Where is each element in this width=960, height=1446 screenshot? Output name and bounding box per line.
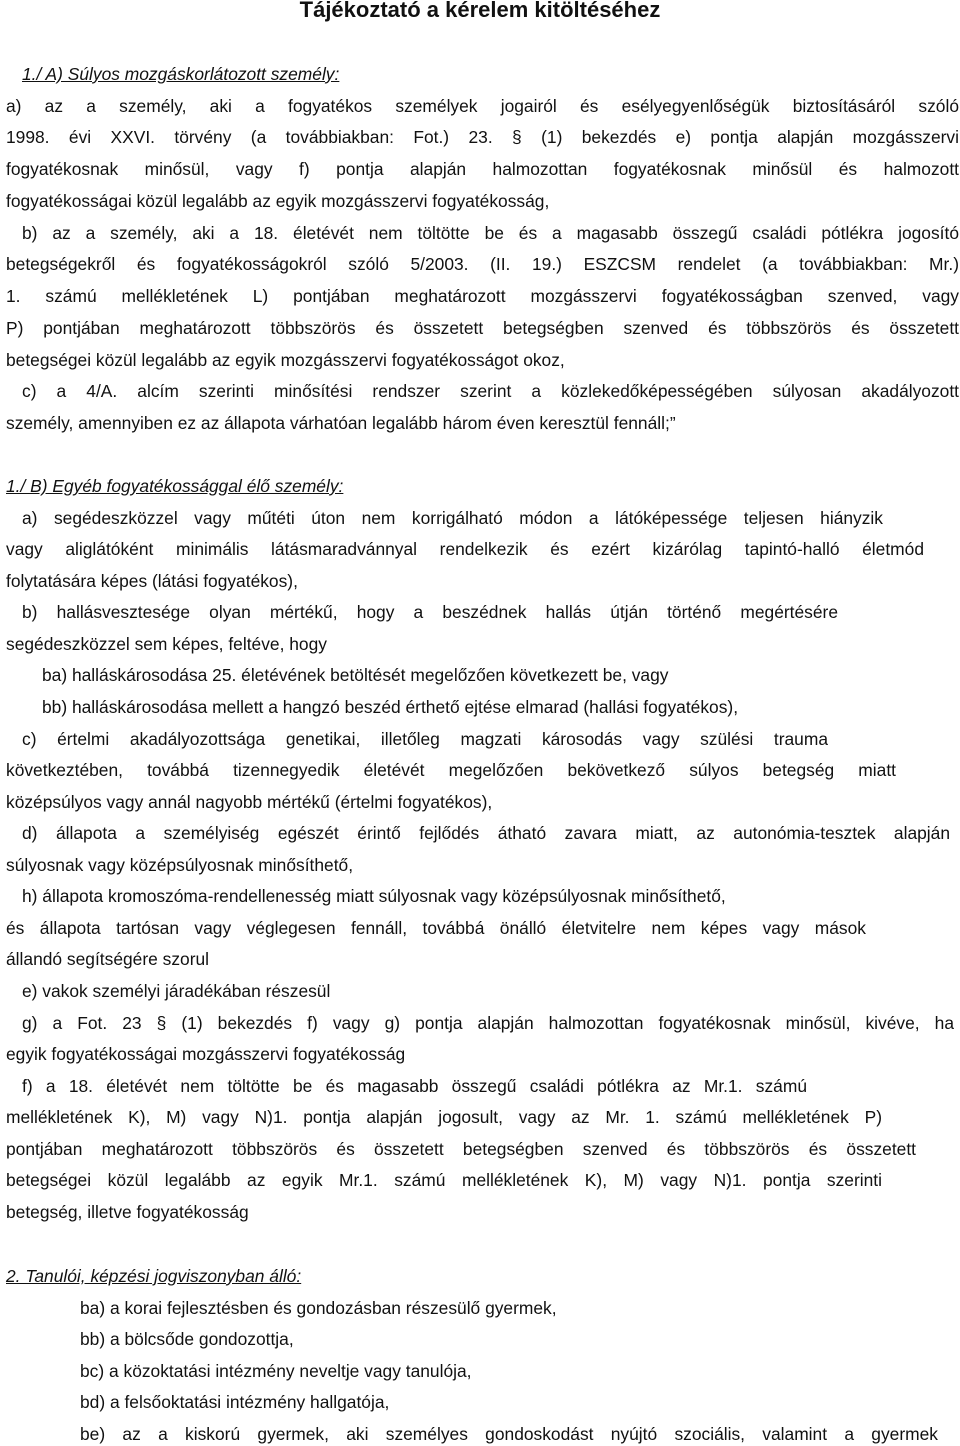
- section-1b-line: folytatására képes (látási fogyatékos),: [6, 571, 298, 591]
- section-1b-line: f) a 18. életévét nem töltötte be és magasabb összegű családi pótlékra az Mr.1. számú: [22, 1076, 807, 1096]
- section-2-heading: 2. Tanulói, képzési jogviszonyban álló:: [6, 1266, 302, 1286]
- section-1b-line: a) segédeszközzel vagy műtéti úton nem korrigálható módon a látóképessége teljesen hiányzik: [22, 508, 883, 528]
- section-1a-line: 1998. évi XXVI. törvény (a továbbiakban: Fot.) 23. § (1) bekezdés e) pontja alapján mozgásszervi: [6, 127, 959, 147]
- section-2-line: bd) a felsőoktatási intézmény hallgatója,: [80, 1392, 390, 1412]
- section-1b-line: pontjában meghatározott többszörös és összetett betegségben szenved és többszörös és összetett: [6, 1139, 916, 1159]
- section-1b-line: segédeszközzel sem képes, feltéve, hogy: [6, 634, 327, 654]
- section-1b-line: h) állapota kromoszóma-rendellenesség miatt súlyosnak vagy középsúlyosnak minősíthető,: [22, 886, 726, 906]
- section-1b-line: ba) halláskárosodása 25. életévének betöltését megelőzően következett be, vagy: [42, 665, 669, 685]
- section-1b-heading: 1./ B) Egyéb fogyatékossággal élő személy:: [6, 476, 344, 496]
- section-2-line: ba) a korai fejlesztésben és gondozásban részesülő gyermek,: [80, 1298, 557, 1318]
- section-1a-line: P) pontjában meghatározott többszörös és összetett betegségben szenved és többszörös és összetett: [6, 318, 959, 338]
- section-2-line: be) az a kiskorú gyermek, aki személyes gondoskodást nyújtó szociális, valamint a gyermek: [80, 1424, 938, 1444]
- section-1b-line: d) állapota a személyiség egészét érintő fejlődés átható zavara miatt, az autonómia-tesztek alapján: [22, 823, 950, 843]
- section-1a-line: betegségei közül legalább az egyik mozgásszervi fogyatékosságot okoz,: [6, 350, 565, 370]
- section-1b-line: g) a Fot. 23 § (1) bekezdés f) vagy g) pontja alapján halmozottan fogyatékosnak minősül, kivéve, ha: [22, 1013, 954, 1033]
- section-1b-line: betegségei közül legalább az egyik Mr.1. számú mellékletének K), M) vagy N)1. pontja szerinti: [6, 1170, 882, 1190]
- section-1b-line: mellékletének K), M) vagy N)1. pontja alapján jogosult, vagy az Mr. 1. számú mellékletének P): [6, 1107, 882, 1127]
- section-1a-line: személy, amennyiben ez az állapota várhatóan legalább három éven keresztül fennáll;”: [6, 413, 676, 433]
- section-1a-line: c) a 4/A. alcím szerinti minősítési rendszer szerint a közlekedőképességében súlyosan akadályozott: [22, 381, 959, 401]
- section-1a-line: a) az a személy, aki a fogyatékos személyek jogairól és esélyegyenlőségük biztosításáról szóló: [6, 96, 959, 116]
- section-1b-line: vagy aliglátóként minimális látásmaradvánnyal rendelkezik és ezért kizárólag tapintó-halló életmód: [6, 539, 924, 559]
- section-1b-line: c) értelmi akadályozottsága genetikai, illetőleg magzati károsodás vagy szülési trauma: [22, 729, 828, 749]
- section-1b-line: b) hallásvesztesége olyan mértékű, hogy a beszédnek hallás útján történő megértésére: [22, 602, 838, 622]
- section-1b-line: súlyosnak vagy középsúlyosnak minősíthető,: [6, 855, 354, 875]
- section-1a-line: fogyatékosságai közül legalább az egyik mozgásszervi fogyatékosság,: [6, 191, 550, 211]
- section-2-line: bb) a bölcsőde gondozottja,: [80, 1329, 294, 1349]
- section-2-line: bc) a közoktatási intézmény neveltje vagy tanulója,: [80, 1361, 472, 1381]
- section-1a-line: 1. számú mellékletének L) pontjában meghatározott mozgásszervi fogyatékosságban szenved, vagy: [6, 286, 959, 306]
- section-1b-line: középsúlyos vagy annál nagyobb mértékű (értelmi fogyatékos),: [6, 792, 493, 812]
- page-title: Tájékoztató a kérelem kitöltéséhez: [299, 0, 661, 22]
- section-1a-line: fogyatékosnak minősül, vagy f) pontja alapján halmozottan fogyatékosnak minősül és halmozott: [6, 159, 959, 179]
- section-1a-line: b) az a személy, aki a 18. életévét nem töltötte be és a magasabb összegű családi pótlékra jogosító: [22, 223, 959, 243]
- section-1b-line: bb) halláskárosodása mellett a hangzó beszéd érthető ejtése elmarad (hallási fogyatékos),: [42, 697, 739, 717]
- section-1b-line: egyik fogyatékosságai mozgásszervi fogyatékosság: [6, 1044, 406, 1064]
- section-1b-line: és állapota tartósan vagy véglegesen fennáll, továbbá önálló életvitelre nem képes vagy mások: [6, 918, 866, 938]
- section-1b-line: állandó segítségére szorul: [6, 949, 210, 969]
- section-1b-line: e) vakok személyi járadékában részesül: [22, 981, 331, 1001]
- section-1a-heading: 1./ A) Súlyos mozgáskorlátozott személy:: [22, 64, 340, 84]
- section-1a-line: betegségekről és fogyatékosságokról szóló 5/2003. (II. 19.) ESZCSM rendelet (a továbbiakban: Mr.): [6, 254, 959, 274]
- section-1b-line: betegség, illetve fogyatékosság: [6, 1202, 249, 1222]
- section-1b-line: következtében, továbbá tizennegyedik életévét megelőzően bekövetkező súlyos betegség miatt: [6, 760, 896, 780]
